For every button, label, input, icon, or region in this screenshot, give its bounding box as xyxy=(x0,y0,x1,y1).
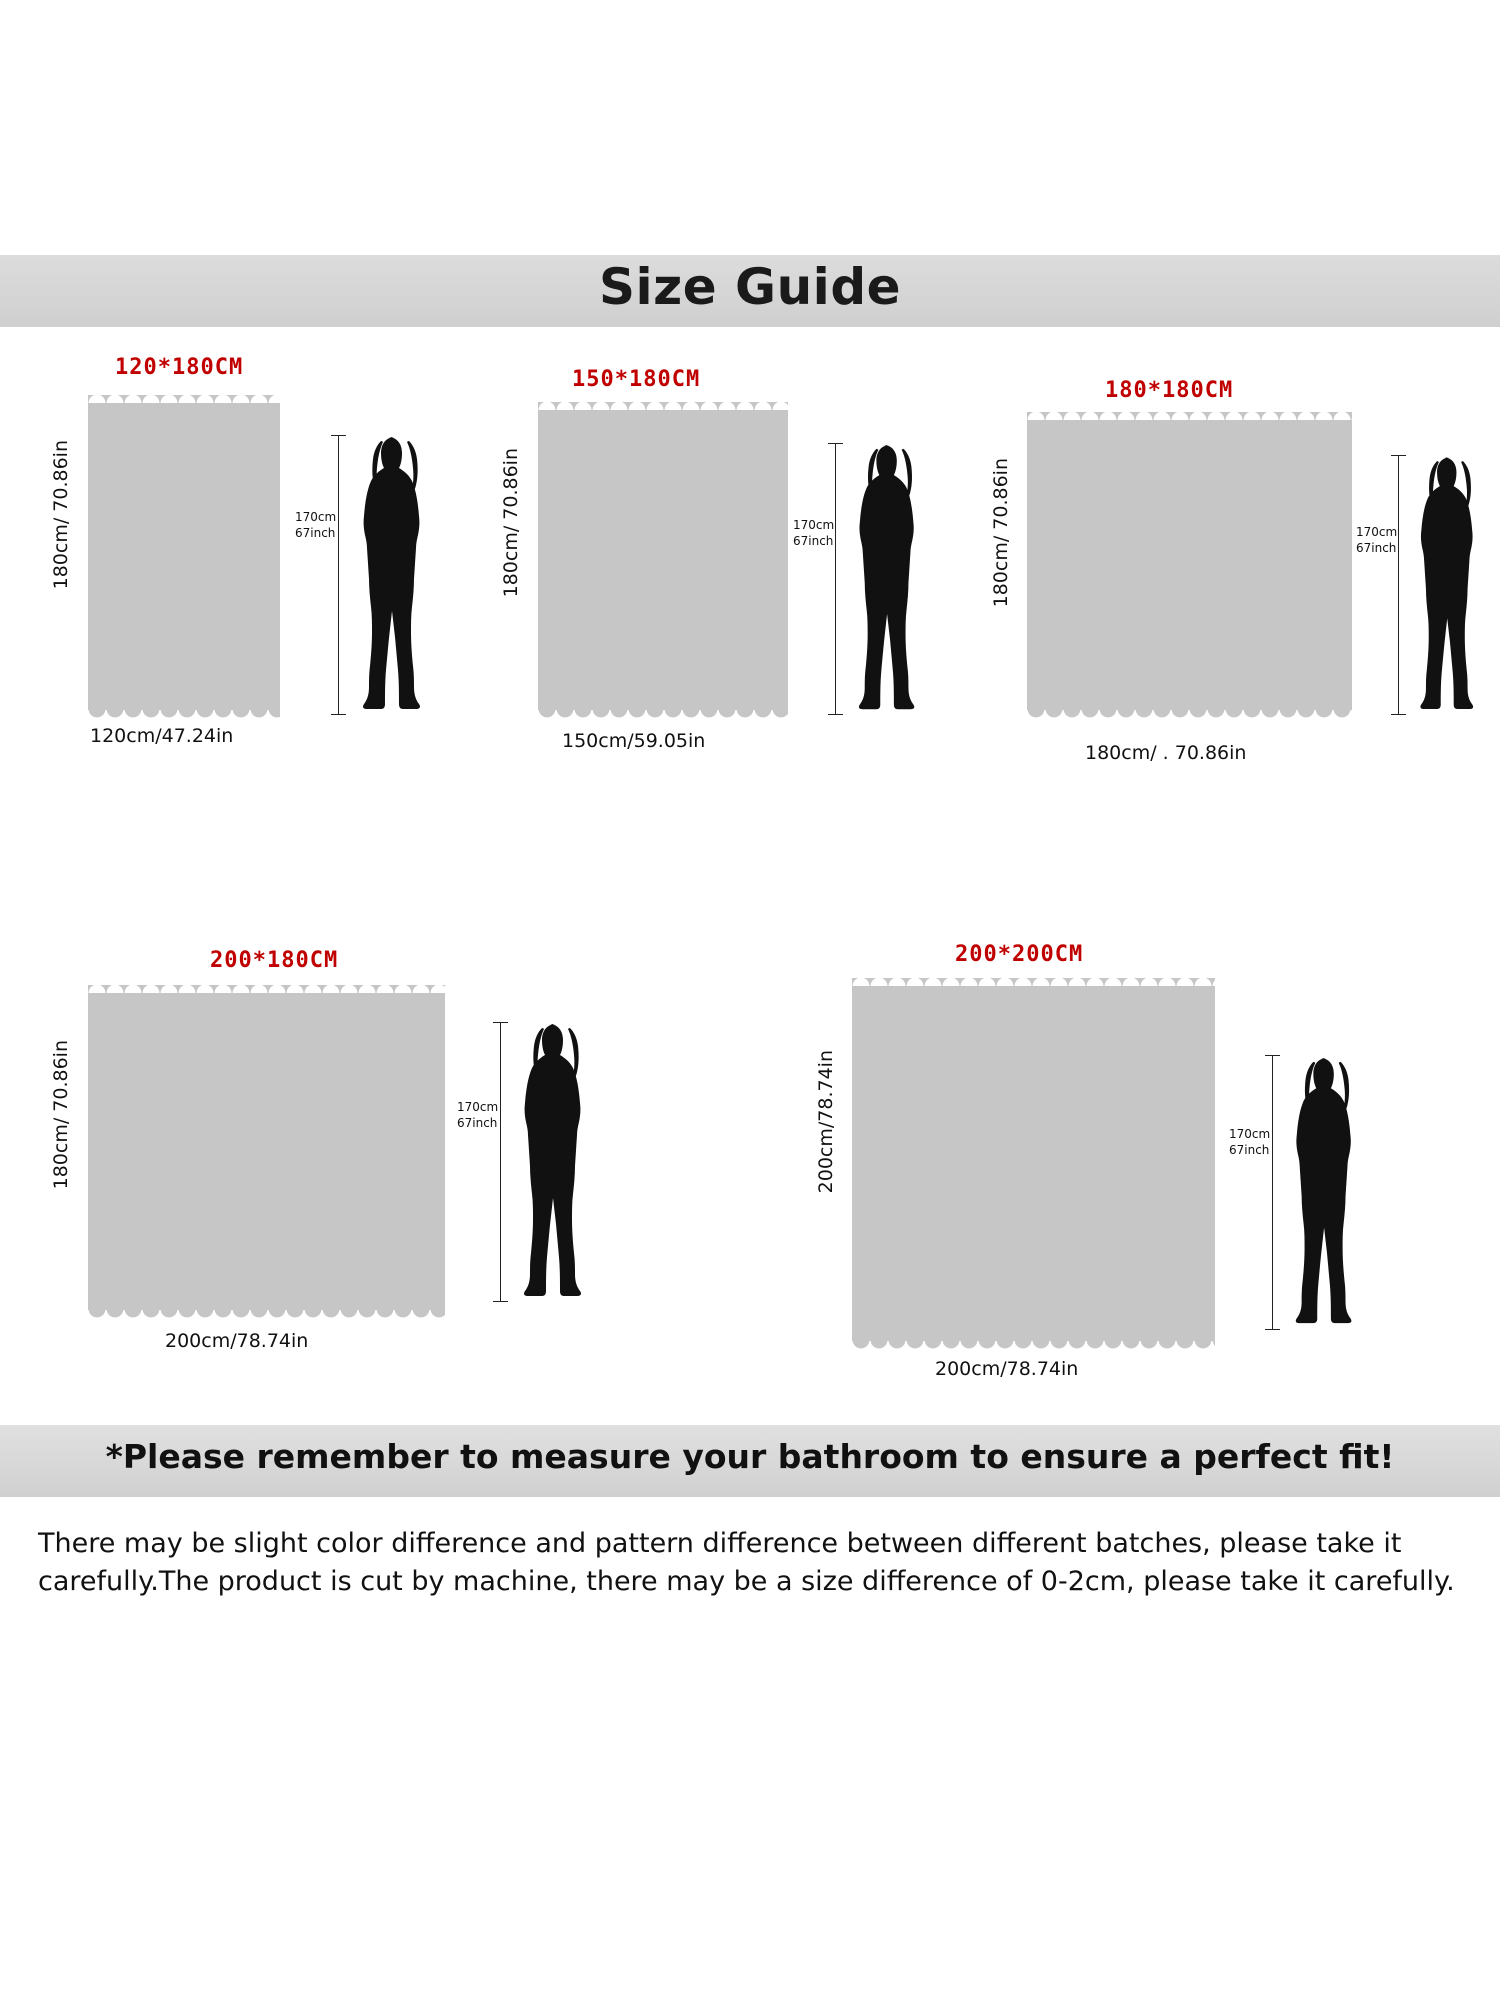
person-height-cm-3: 170cm xyxy=(1356,525,1398,539)
width-label-200x180: 200cm/78.74in xyxy=(165,1330,309,1352)
curtain-top-scallop xyxy=(852,977,1215,986)
width-label-180x180: 180cm/ . 70.86in xyxy=(1085,742,1247,764)
curtain-panel-200x200 xyxy=(852,978,1215,1341)
person-measure-bar-3 xyxy=(1398,455,1399,715)
person-silhouette-4 xyxy=(516,1022,596,1304)
person-height-cm-4: 170cm xyxy=(457,1100,499,1114)
person-height-in-5: 67inch xyxy=(1229,1143,1270,1157)
disclaimer-text: There may be slight color difference and pattern difference between different batches, please take it carefully.The product is cut by machine, there may be a size difference of 0-2cm, please take it carefully. xyxy=(38,1528,1455,1597)
person-silhouette-2 xyxy=(851,443,929,717)
person-measure-bar-4 xyxy=(500,1022,501,1302)
curtain-panel-200x180 xyxy=(88,985,445,1310)
person-height-in-3: 67inch xyxy=(1356,541,1397,555)
person-height-in-1: 67inch xyxy=(295,526,336,540)
height-label-200x180: 180cm/ 70.86in xyxy=(50,1040,72,1190)
person-height-cm-1: 170cm xyxy=(295,510,337,524)
person-height-cm-2: 170cm xyxy=(793,518,835,532)
curtain-bottom-scallop xyxy=(1027,709,1352,719)
size-title-200x180: 200*180CM xyxy=(210,948,339,973)
width-label-120x180: 120cm/47.24in xyxy=(90,725,234,747)
measure-reminder-note: *Please remember to measure your bathroom to ensure a perfect fit! xyxy=(105,1437,1395,1476)
height-label-180x180: 180cm/ 70.86in xyxy=(990,458,1012,608)
size-title-180x180: 180*180CM xyxy=(1105,378,1234,403)
height-label-200x200: 200cm/78.74in xyxy=(815,1050,837,1194)
curtain-top-scallop xyxy=(88,984,445,993)
curtain-panel-120x180 xyxy=(88,395,280,710)
curtain-bottom-scallop xyxy=(852,1340,1215,1350)
width-label-150x180: 150cm/59.05in xyxy=(562,730,706,752)
curtain-panel-180x180 xyxy=(1027,412,1352,710)
size-title-200x200: 200*200CM xyxy=(955,942,1084,967)
person-measure-bar-2 xyxy=(835,443,836,715)
curtain-top-scallop xyxy=(88,394,280,403)
height-label-120x180: 180cm/ 70.86in xyxy=(50,440,72,590)
person-silhouette-5 xyxy=(1288,1055,1366,1332)
curtain-bottom-scallop xyxy=(538,709,788,719)
person-silhouette-1 xyxy=(355,435,435,717)
size-title-120x180: 120*180CM xyxy=(115,355,244,380)
curtain-top-scallop xyxy=(538,401,788,410)
person-height-cm-5: 170cm xyxy=(1229,1127,1271,1141)
size-title-150x180: 150*180CM xyxy=(572,367,701,392)
person-height-in-4: 67inch xyxy=(457,1116,498,1130)
width-label-200x200: 200cm/78.74in xyxy=(935,1358,1079,1380)
person-measure-bar-5 xyxy=(1272,1055,1273,1330)
person-silhouette-3 xyxy=(1413,455,1487,717)
curtain-top-scallop xyxy=(1027,411,1352,420)
person-measure-bar-1 xyxy=(338,435,339,715)
page-title: Size Guide xyxy=(598,258,902,316)
height-label-150x180: 180cm/ 70.86in xyxy=(500,448,522,598)
curtain-bottom-scallop xyxy=(88,1309,445,1319)
curtain-bottom-scallop xyxy=(88,709,280,719)
person-height-in-2: 67inch xyxy=(793,534,834,548)
curtain-panel-150x180 xyxy=(538,402,788,710)
